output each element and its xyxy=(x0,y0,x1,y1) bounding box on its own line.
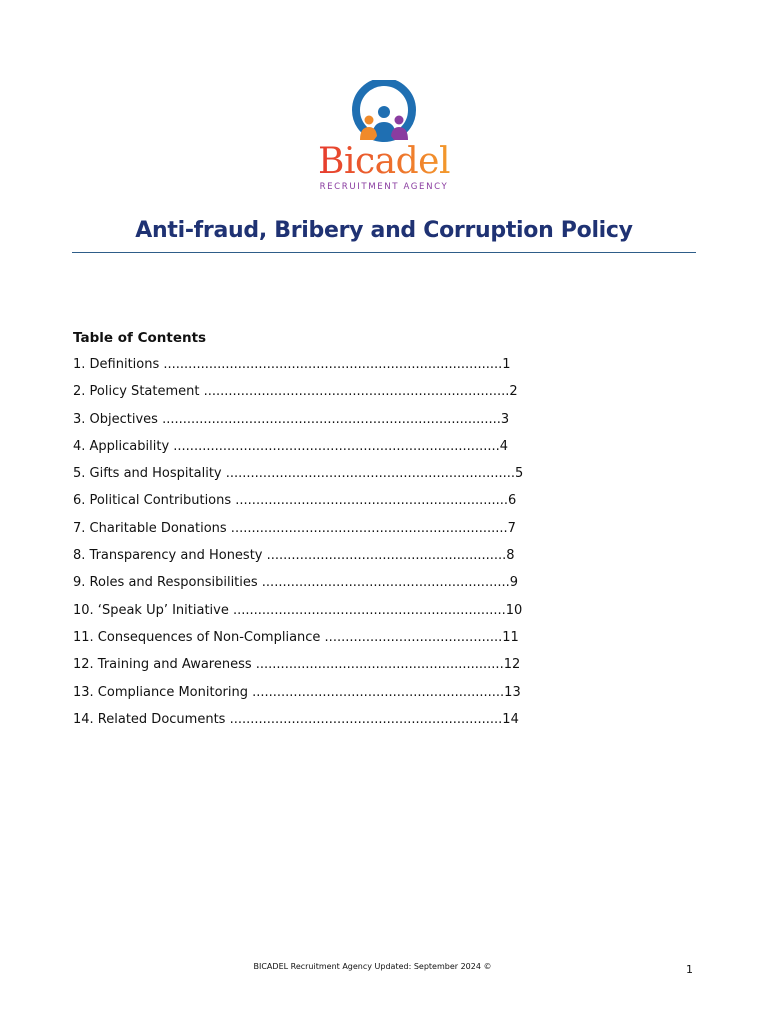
toc-item-speak-up-initiative[interactable]: 10. ‘Speak Up’ Initiative ..................................................................10 xyxy=(73,602,523,618)
toc-item-consequences[interactable]: 11. Consequences of Non-Compliance ...........................................11 xyxy=(73,629,519,645)
toc-item-applicability[interactable]: 4. Applicability ...............................................................................4 xyxy=(73,438,509,454)
toc-item-policy-statement[interactable]: 2. Policy Statement ..........................................................................2 xyxy=(73,384,518,400)
toc-item-charitable-donations[interactable]: 7. Charitable Donations ...................................................................7 xyxy=(73,520,516,536)
toc-item-political-contributions[interactable]: 6. Political Contributions ..................................................................6 xyxy=(73,493,517,509)
toc-item-compliance-monitoring[interactable]: 13. Compliance Monitoring .............................................................13 xyxy=(73,684,521,700)
logo-tagline: RECRUITMENT AGENCY xyxy=(319,182,449,192)
bicadel-logo xyxy=(302,80,466,194)
table-of-contents xyxy=(73,356,553,738)
document-title: Anti-fraud, Bribery and Corruption Policy xyxy=(135,218,633,243)
title-divider xyxy=(72,252,696,253)
toc-item-definitions[interactable]: 1. Definitions ..................................................................................1 xyxy=(73,357,511,372)
toc-item-related-documents[interactable]: 14. Related Documents ..................................................................14 xyxy=(73,711,519,727)
footer-text: BICADEL Recruitment Agency Updated: September 2024 © xyxy=(253,962,492,971)
page-number: 1 xyxy=(686,963,693,976)
logo-wordmark: Bicadel xyxy=(318,141,450,182)
toc-item-transparency-and-honesty[interactable]: 8. Transparency and Honesty ..........................................................8 xyxy=(73,548,515,564)
toc-item-gifts-and-hospitality[interactable]: 5. Gifts and Hospitality ......................................................................5 xyxy=(73,466,524,482)
toc-item-objectives[interactable]: 3. Objectives ..................................................................................3 xyxy=(73,411,510,427)
toc-item-training-and-awareness[interactable]: 12. Training and Awareness ............................................................12 xyxy=(73,657,521,673)
toc-heading: Table of Contents xyxy=(73,330,207,346)
bicadel-logo-graphic xyxy=(302,80,466,194)
toc-item-roles-and-responsibilities[interactable]: 9. Roles and Responsibilities ............................................................9 xyxy=(73,575,519,591)
